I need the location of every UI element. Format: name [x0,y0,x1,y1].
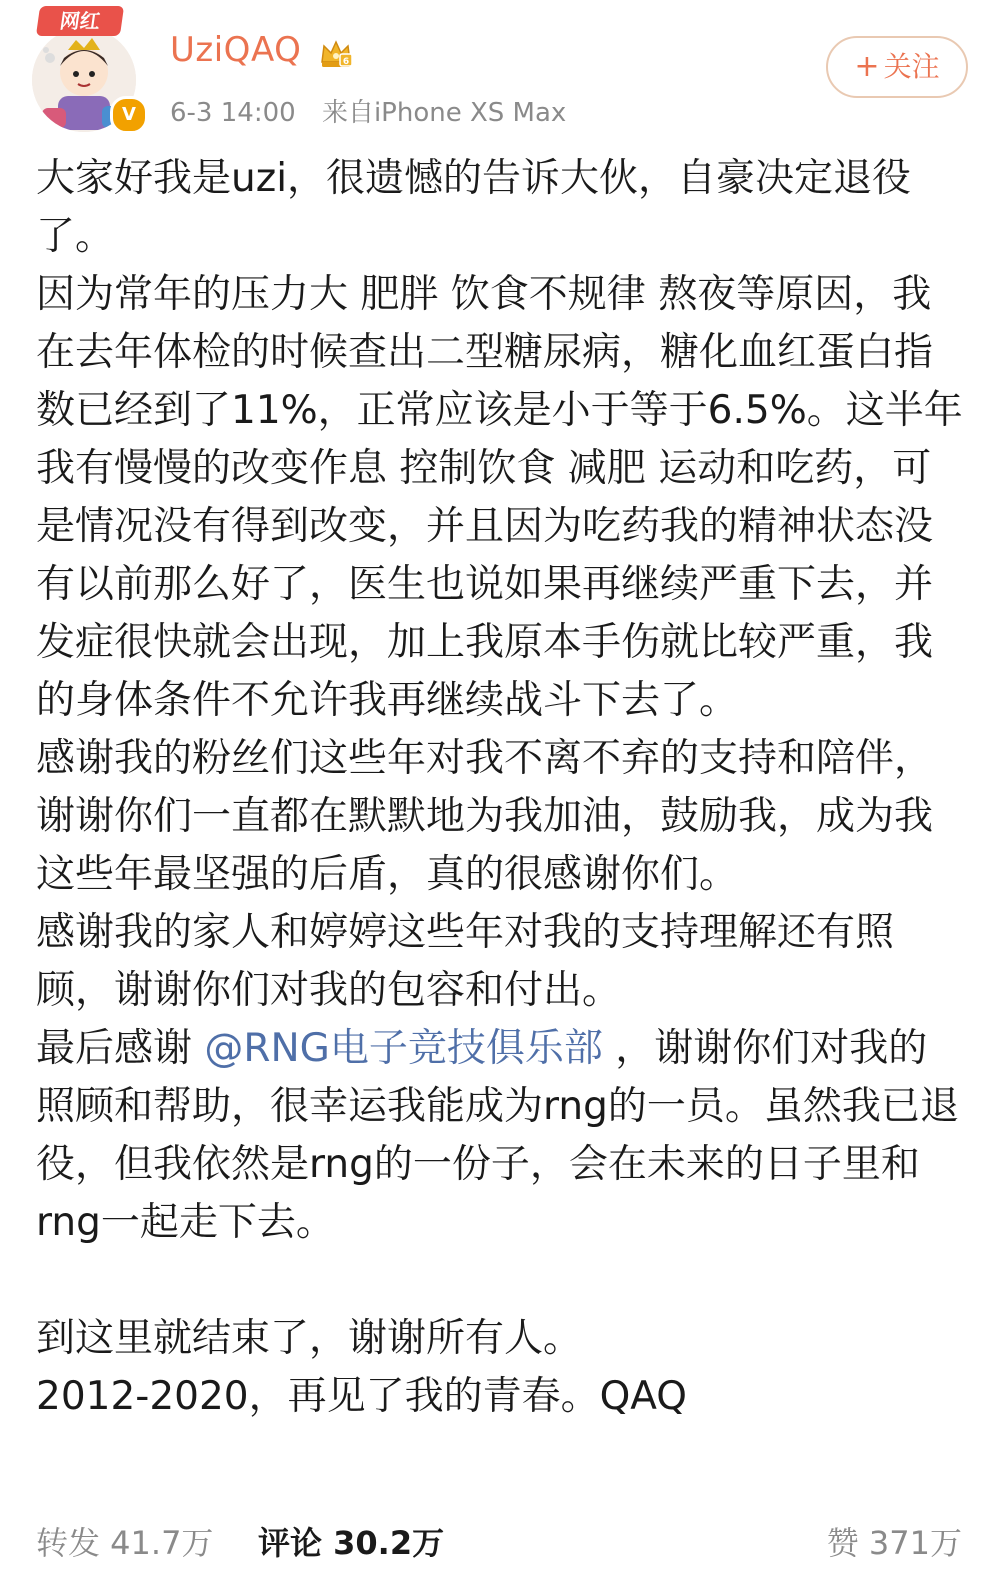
post-paragraph: 2012-2020，再见了我的青春。QAQ [36,1374,687,1419]
post-time: 6-3 14:00 [170,98,296,128]
like-button[interactable]: 赞 371万 [826,1524,962,1562]
post-paragraph: 因为常年的压力大 肥胖 饮食不规律 熬夜等原因，我在去年体检的时候查出二型糖尿病，糖化血红蛋白指数已经到了11%，正常应该是小于等于6.5%。这半年我有慢慢的改变作息 控制饮食 减肥 运动和吃药，可是情况没有得到改变，并且因为吃药我的精神状态没有以前那么好了，医生也说如果再继续严重下去，并发症很快就会出现，加上我原本手伤就比较严重，我的身体条件不允许我再继续战斗下去了。 [36,272,963,723]
username[interactable]: UziQAQ [170,30,302,70]
post-source[interactable]: 来自iPhone XS Max [321,98,567,128]
follow-button[interactable] [826,36,968,98]
post-paragraph: 感谢我的粉丝们这些年对我不离不弃的支持和陪伴，谢谢你们一直都在默默地为我加油，鼓励我，成为我这些年最坚强的后盾，真的很感谢你们。 [36,736,934,897]
post-paragraph: 感谢我的家人和婷婷这些年对我的支持理解还有照顾，谢谢你们对我的包容和付出。 [36,910,895,1013]
post-actions [0,1512,1000,1570]
post-paragraph [36,1020,966,1252]
svg-text:6: 6 [342,57,350,67]
post-body [36,150,966,1426]
thanks-suffix: ，谢谢你们对我的照顾和帮助，很幸运我能成为rng的一员。虽然我已退役，但我依然是rng的一份子，会在未来的日子里和rng一起走下去。 [36,1026,959,1245]
blank-line [36,1252,966,1310]
post-header [0,0,1000,140]
vip-crown-icon [318,36,354,72]
verified-badge-icon: V [110,96,148,134]
repost-button[interactable]: 转发 41.7万 [36,1524,214,1562]
post-meta [170,92,584,129]
follow-label: 关注 [883,50,940,83]
avatar-wrap[interactable] [32,6,144,126]
wanghong-badge: 网红 [36,6,124,36]
thanks-prefix: 最后感谢 [36,1026,205,1071]
post-paragraph: 大家好我是uzi，很遗憾的告诉大伙，自豪决定退役了。 [36,156,912,259]
comment-button[interactable]: 评论 30.2万 [258,1524,445,1562]
plus-icon: + [854,49,880,84]
mention-link[interactable]: @RNG电子竞技俱乐部 [204,1026,603,1071]
post-paragraph: 到这里就结束了，谢谢所有人。 [36,1316,583,1361]
